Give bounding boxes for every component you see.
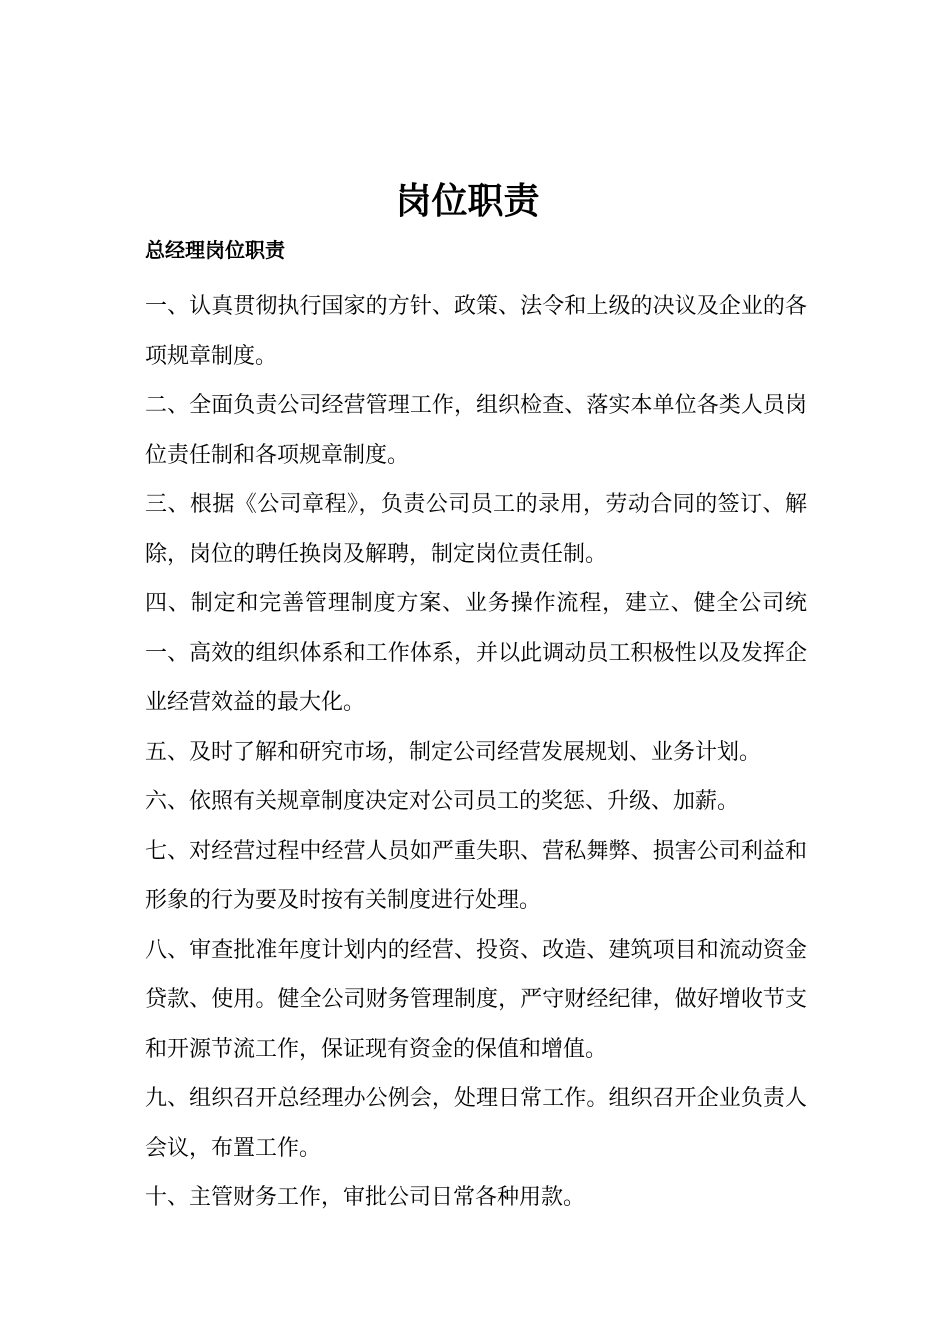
duty-item-10: 十、主管财务工作，审批公司日常各种用款。	[145, 1185, 586, 1210]
duty-item-1: 一、认真贯彻执行国家的方针、政策、法令和上级的决议及企业的各项规章制度。	[145, 294, 807, 369]
document-title: 岗位职责	[395, 181, 540, 222]
duty-item-3: 三、根据《公司章程》，负责公司员工的录用，劳动合同的签订、解除，岗位的聘任换岗及解聘，制定岗位责任制。	[145, 492, 807, 567]
duty-item-2: 二、全面负责公司经营管理工作，组织检查、落实本单位各类人员岗位责任制和各项规章制度。	[145, 393, 807, 468]
duty-item-4: 四、制定和完善管理制度方案、业务操作流程，建立、健全公司统一、高效的组织体系和工作体系，并以此调动员工积极性以及发挥企业经营效益的最大化。	[145, 591, 807, 715]
section-heading: 总经理岗位职责	[145, 238, 285, 262]
duty-item-7: 七、对经营过程中经营人员如严重失职、营私舞弊、损害公司利益和形象的行为要及时按有关制度进行处理。	[145, 838, 807, 913]
duty-item-5: 五、及时了解和研究市场，制定公司经营发展规划、业务计划。	[145, 739, 762, 765]
duty-item-9: 九、组织召开总经理办公例会，处理日常工作。组织召开企业负责人会议，布置工作。	[145, 1086, 807, 1161]
document-body	[145, 232, 807, 1223]
duty-item-6: 六、依照有关规章制度决定对公司员工的奖惩、升级、加薪。	[145, 789, 740, 814]
duty-item-8: 八、审查批准年度计划内的经营、投资、改造、建筑项目和流动资金贷款、使用。健全公司财务管理制度，严守财经纪律，做好增收节支和开源节流工作，保证现有资金的保值和增值。	[145, 937, 807, 1062]
